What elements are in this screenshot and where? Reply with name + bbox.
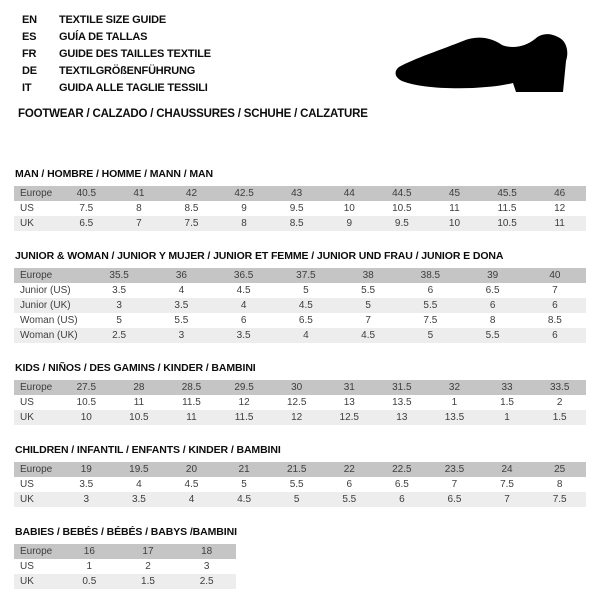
- size-cell: 9: [323, 216, 376, 231]
- size-tables: [14, 169, 586, 600]
- size-cell: 8.5: [270, 216, 323, 231]
- size-cell: 28: [113, 380, 166, 395]
- size-cell: 10.5: [392, 203, 412, 214]
- size-cell: 6: [462, 298, 524, 313]
- size-cell: 3.5: [113, 492, 166, 507]
- size-cell: 5.5: [399, 298, 461, 313]
- size-cell: 37.5: [275, 268, 337, 283]
- size-cell: 3: [88, 298, 150, 313]
- size-cell: 8: [136, 203, 142, 214]
- size-cell: 3.5: [79, 479, 94, 490]
- table-row: [14, 216, 586, 231]
- size-cell: 46: [533, 186, 586, 201]
- size-cell: 6: [240, 315, 247, 326]
- size-cell: 8.5: [547, 315, 562, 326]
- language-code: IT: [22, 82, 32, 94]
- size-cell: 38: [337, 268, 399, 283]
- size-cell: 7: [365, 315, 371, 326]
- table-row: [14, 559, 236, 574]
- table-row: [14, 186, 586, 201]
- size-cell: 3.5: [112, 285, 127, 296]
- row-label: US: [20, 479, 34, 490]
- size-cell: 7: [552, 285, 558, 296]
- table-row: [14, 328, 586, 343]
- size-cell: 5: [241, 479, 247, 490]
- size-cell: 3: [60, 492, 113, 507]
- table-row: [14, 313, 586, 328]
- row-label: Woman (UK): [14, 328, 88, 343]
- shoe-icon: [393, 31, 577, 95]
- table-row: [14, 477, 586, 492]
- table-row: [14, 283, 586, 298]
- size-table-section: [14, 445, 586, 507]
- language-label: TEXTILGRÖßENFÜHRUNG: [59, 65, 196, 77]
- table-row: [14, 492, 586, 507]
- row-label: UK: [14, 574, 60, 589]
- size-cell: 7.5: [423, 315, 438, 326]
- size-cell: 12: [554, 203, 566, 214]
- size-cell: 7: [451, 479, 458, 490]
- size-cell: 36.5: [213, 268, 275, 283]
- size-table-section: [14, 251, 586, 343]
- size-cell: 29.5: [218, 380, 271, 395]
- size-cell: 44.5: [376, 186, 429, 201]
- size-cell: 11.5: [497, 203, 517, 214]
- size-cell: 22.5: [376, 462, 429, 477]
- size-cell: 7: [481, 492, 534, 507]
- size-cell: 8: [489, 315, 496, 326]
- size-cell: 9.5: [289, 203, 304, 214]
- size-cell: 5: [270, 492, 323, 507]
- size-cell: 5.5: [323, 492, 376, 507]
- size-cell: 40.5: [60, 186, 113, 201]
- size-cell: 31: [323, 380, 376, 395]
- size-cell: 4: [178, 285, 185, 296]
- size-cell: 41: [113, 186, 166, 201]
- table-row: [14, 380, 586, 395]
- size-cell: 42.5: [218, 186, 271, 201]
- size-cell: 7: [113, 216, 166, 231]
- size-cell: 5: [399, 328, 461, 343]
- table-title: CHILDREN / INFANTIL / ENFANTS / KINDER / BAMBINI: [15, 444, 281, 456]
- size-cell: 1: [481, 410, 534, 425]
- size-cell: 22: [323, 462, 376, 477]
- size-cell: 13.5: [428, 410, 481, 425]
- size-cell: 12: [270, 410, 323, 425]
- size-cell: 4.5: [337, 328, 399, 343]
- row-label: Junior (US): [20, 285, 71, 296]
- size-cell: 30: [270, 380, 323, 395]
- size-cell: 21.5: [270, 462, 323, 477]
- size-cell: 17: [119, 544, 178, 559]
- size-table: [14, 268, 586, 343]
- size-cell: 8: [218, 216, 271, 231]
- size-cell: 23.5: [428, 462, 481, 477]
- size-cell: 8: [556, 479, 563, 490]
- size-cell: 5: [116, 315, 122, 326]
- language-label: GUIDE DES TAILLES TEXTILE: [59, 48, 211, 60]
- size-cell: 6: [346, 479, 353, 490]
- size-cell: 3.5: [150, 298, 212, 313]
- size-cell: 1.5: [533, 410, 586, 425]
- size-cell: 6.5: [394, 479, 409, 490]
- size-cell: 18: [177, 544, 236, 559]
- size-cell: 42: [165, 186, 218, 201]
- size-cell: 33: [481, 380, 534, 395]
- row-label: Woman (US): [20, 315, 78, 326]
- size-cell: 9.5: [376, 216, 429, 231]
- language-row: [22, 46, 211, 63]
- size-cell: 4: [136, 479, 142, 490]
- row-label: Europe: [14, 380, 60, 395]
- size-table: [14, 544, 236, 589]
- size-cell: 5: [303, 285, 309, 296]
- size-cell: 40: [524, 268, 586, 283]
- size-cell: 4.5: [236, 285, 251, 296]
- size-cell: 38.5: [399, 268, 461, 283]
- size-cell: 11.5: [218, 410, 271, 425]
- size-cell: 2.5: [88, 328, 150, 343]
- size-table: [14, 380, 586, 425]
- size-cell: 10.5: [481, 216, 534, 231]
- size-cell: 9: [241, 203, 247, 214]
- size-cell: 3: [150, 328, 212, 343]
- size-cell: 4.5: [184, 479, 199, 490]
- size-cell: 19: [60, 462, 113, 477]
- row-label: US: [20, 397, 34, 408]
- language-label: GUIDA ALLE TAGLIE TESSILI: [59, 82, 208, 94]
- row-label: US: [20, 203, 34, 214]
- size-cell: 3: [203, 561, 210, 572]
- size-cell: 5: [337, 298, 399, 313]
- size-cell: 5.5: [174, 315, 189, 326]
- table-row: [14, 268, 586, 283]
- size-cell: 2: [145, 561, 151, 572]
- size-cell: 10.5: [76, 397, 97, 408]
- size-cell: 35.5: [88, 268, 150, 283]
- size-cell: 13: [343, 397, 355, 408]
- size-cell: 2: [556, 397, 563, 408]
- size-cell: 10: [343, 203, 355, 214]
- language-code: DE: [22, 65, 37, 77]
- size-cell: 10.5: [113, 410, 166, 425]
- size-cell: 25: [533, 462, 586, 477]
- language-row: [22, 29, 211, 46]
- size-table: [14, 186, 586, 231]
- size-cell: 7.5: [165, 216, 218, 231]
- size-cell: 16: [60, 544, 119, 559]
- language-row: [22, 12, 211, 29]
- table-row: [14, 410, 586, 425]
- size-cell: 12.5: [323, 410, 376, 425]
- table-title: MAN / HOMBRE / HOMME / MANN / MAN: [15, 168, 213, 180]
- language-row: [22, 63, 211, 80]
- language-label: GUÍA DE TALLAS: [59, 31, 148, 43]
- size-table-section: [14, 363, 586, 425]
- size-cell: 6: [376, 492, 429, 507]
- size-cell: 6.5: [485, 285, 500, 296]
- size-cell: 4.5: [275, 298, 337, 313]
- size-table: [14, 462, 586, 507]
- size-cell: 11.5: [182, 397, 201, 408]
- size-cell: 13.5: [392, 397, 412, 408]
- size-cell: 36: [150, 268, 212, 283]
- language-title-list: [22, 12, 211, 97]
- size-cell: 1: [451, 397, 458, 408]
- size-cell: 4.5: [218, 492, 271, 507]
- size-cell: 5.5: [462, 328, 524, 343]
- language-row: [22, 80, 211, 97]
- size-cell: 24: [481, 462, 534, 477]
- language-code: FR: [22, 48, 37, 60]
- size-cell: 11: [449, 203, 460, 214]
- size-cell: 11: [533, 216, 586, 231]
- size-cell: 4: [165, 492, 218, 507]
- size-cell: 5.5: [361, 285, 376, 296]
- category-title: FOOTWEAR / CALZADO / CHAUSSURES / SCHUHE / CALZATURE: [18, 108, 368, 120]
- row-label: UK: [14, 410, 60, 425]
- table-title: JUNIOR & WOMAN / JUNIOR Y MUJER / JUNIOR ET FEMME / JUNIOR UND FRAU / JUNIOR E DONA: [15, 250, 504, 262]
- size-cell: 8.5: [184, 203, 199, 214]
- size-cell: 27.5: [60, 380, 113, 395]
- size-cell: 6.5: [428, 492, 481, 507]
- language-code: ES: [22, 31, 37, 43]
- size-cell: 4: [213, 298, 275, 313]
- size-cell: 12.5: [286, 397, 307, 408]
- size-cell: 6: [427, 285, 434, 296]
- size-cell: 13: [376, 410, 429, 425]
- size-table-section: [14, 169, 586, 231]
- size-table-section: [14, 527, 586, 589]
- size-cell: 7.5: [79, 203, 94, 214]
- size-cell: 28.5: [165, 380, 218, 395]
- size-cell: 20: [165, 462, 218, 477]
- size-cell: 0.5: [60, 574, 119, 589]
- row-label: UK: [14, 492, 60, 507]
- size-cell: 1: [86, 561, 93, 572]
- size-cell: 1.5: [119, 574, 178, 589]
- language-code: EN: [22, 14, 37, 26]
- table-row: [14, 201, 586, 216]
- table-row: [14, 462, 586, 477]
- size-cell: 43: [270, 186, 323, 201]
- language-label: TEXTILE SIZE GUIDE: [59, 14, 167, 26]
- row-label: Junior (UK): [14, 298, 88, 313]
- size-cell: 2.5: [177, 574, 236, 589]
- size-cell: 6.5: [60, 216, 113, 231]
- table-title: KIDS / NIÑOS / DES GAMINS / KINDER / BAMBINI: [15, 362, 256, 374]
- size-cell: 12: [238, 397, 250, 408]
- size-cell: 11: [133, 397, 145, 408]
- size-cell: 45: [428, 186, 481, 201]
- size-cell: 5.5: [289, 479, 304, 490]
- size-cell: 39: [462, 268, 524, 283]
- table-title: BABIES / BEBÉS / BÉBÉS / BABYS /BAMBINI: [15, 526, 237, 538]
- size-cell: 44: [323, 186, 376, 201]
- size-cell: 10: [428, 216, 481, 231]
- table-row: [14, 298, 586, 313]
- size-cell: 21: [218, 462, 271, 477]
- size-cell: 6: [524, 298, 586, 313]
- size-cell: 10: [60, 410, 113, 425]
- row-label: Europe: [14, 268, 88, 283]
- row-label: Europe: [14, 462, 60, 477]
- row-label: Europe: [14, 186, 60, 201]
- size-cell: 11: [165, 410, 218, 425]
- size-cell: 1.5: [500, 397, 514, 408]
- size-cell: 31.5: [376, 380, 429, 395]
- table-row: [14, 395, 586, 410]
- size-cell: 33.5: [533, 380, 586, 395]
- size-cell: 4: [275, 328, 337, 343]
- row-label: UK: [14, 216, 60, 231]
- size-cell: 7.5: [533, 492, 586, 507]
- size-cell: 6: [524, 328, 586, 343]
- row-label: Europe: [14, 544, 60, 559]
- size-cell: 45.5: [481, 186, 534, 201]
- size-cell: 19.5: [113, 462, 166, 477]
- table-row: [14, 544, 236, 559]
- size-cell: 3.5: [213, 328, 275, 343]
- table-row: [14, 574, 236, 589]
- size-cell: 6.5: [298, 315, 313, 326]
- size-cell: 7.5: [500, 479, 514, 490]
- size-cell: 32: [428, 380, 481, 395]
- row-label: US: [20, 561, 34, 572]
